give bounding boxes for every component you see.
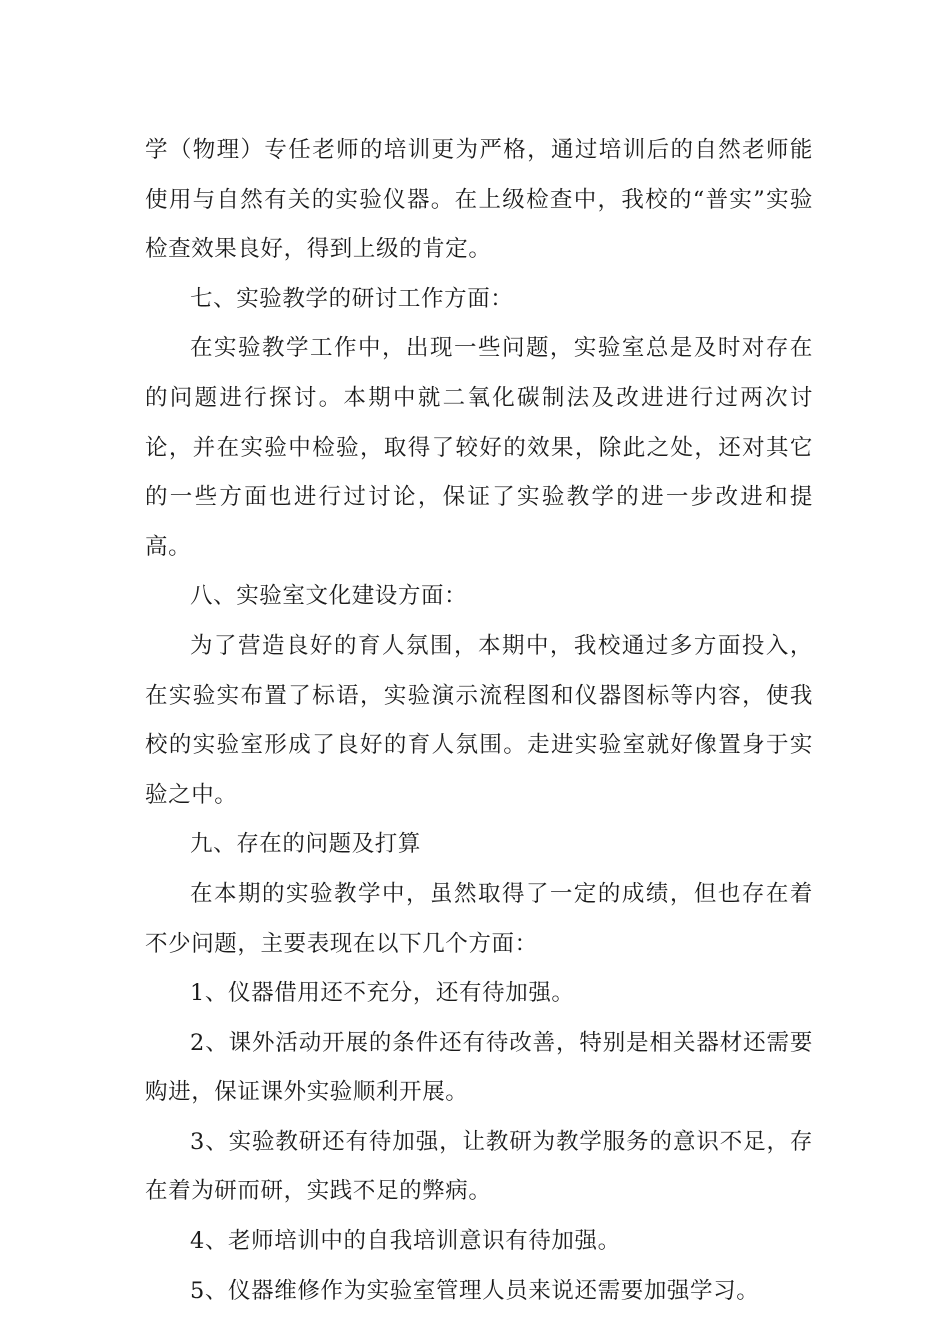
document-body xyxy=(145,126,813,1316)
list-item-1: 1、仪器借用还不充分，还有待加强。 xyxy=(190,980,575,1007)
section-heading-9: 九、存在的问题及打算 xyxy=(190,831,422,858)
list-item-2: 2、课外活动开展的条件还有待改善，特别是相关器材还需要购进，保证课外实验顺利开展。 xyxy=(145,1029,813,1106)
section-heading-8: 八、实验室文化建设方面： xyxy=(190,583,468,610)
list-item-4: 4、老师培训中的自我培训意识有待加强。 xyxy=(190,1228,621,1255)
paragraph-culture: 为了营造良好的育人氛围，本期中，我校通过多方面投入，在实验实布置了标语，实验演示流程图和仪器图标等内容，使我校的实验室形成了良好的育人氛围。走进实验室就好像置身于实验之中。 xyxy=(145,632,813,808)
section-heading-7: 七、实验教学的研讨工作方面： xyxy=(190,285,514,312)
paragraph-problems-intro: 在本期的实验教学中，虽然取得了一定的成绩，但也存在着不少问题，主要表现在以下几个方面： xyxy=(145,880,813,957)
list-item-5: 5、仪器维修作为实验室管理人员来说还需要加强学习。 xyxy=(190,1277,760,1304)
paragraph-continuation: 学（物理）专任老师的培训更为严格，通过培训后的自然老师能使用与自然有关的实验仪器。在上级检查中，我校的“普实”实验检查效果良好，得到上级的肯定。 xyxy=(145,137,813,263)
paragraph-research: 在实验教学工作中，出现一些问题，实验室总是及时对存在的问题进行探讨。本期中就二氧化碳制法及改进进行过两次讨论，并在实验中检验，取得了较好的效果，除此之处，还对其它的一些方面也进行过讨论，保证了实验教学的进一步改进和提高。 xyxy=(145,335,813,560)
list-item-3: 3、实验教研还有待加强，让教研为教学服务的意识不足，存在着为研而研，实践不足的弊病。 xyxy=(145,1128,813,1205)
